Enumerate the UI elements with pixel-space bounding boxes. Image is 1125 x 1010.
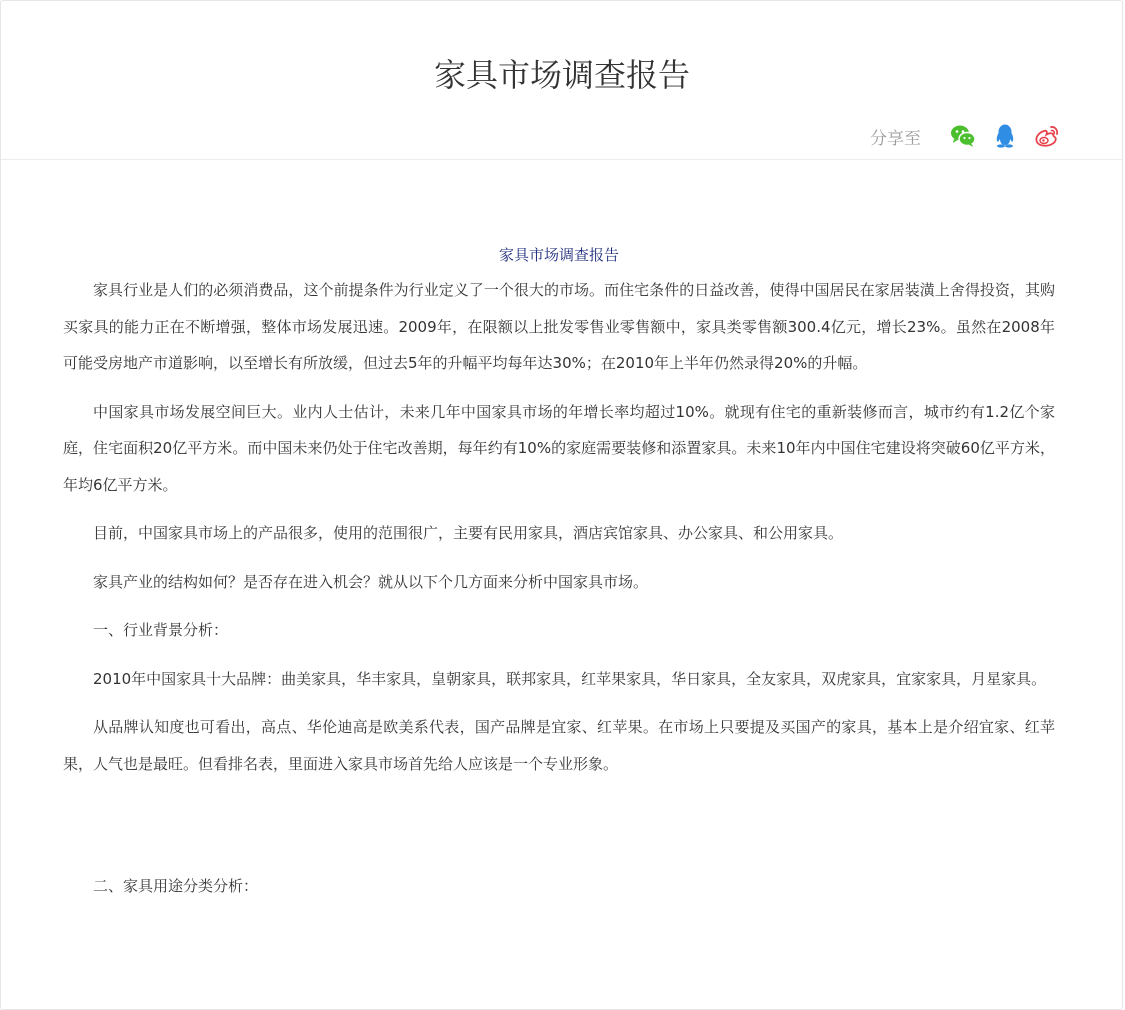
article-body [63, 240, 1055, 917]
section-heading: 二、家具用途分类分析： [93, 877, 259, 895]
paragraph: 家具行业是人们的必须消费品，这个前提条件为行业定义了一个很大的市场。而住宅条件的日益改善，使得中国居民在家居装潢上舍得投资，其购买家具的能力正在不断增强，整体市场发展迅速。2009年，在限额以上批发零售业零售额中，家具类零售额300.4亿元，增长23%。虽然在2008年可能受房地产市道影响，以至增长有所放缓，但过去5年的升幅平均每年达30%；在2010年上半年仍然录得20%的升幅。 [63, 281, 1055, 372]
paragraph: 从品牌认知度也可看出，高点、华伦迪高是欧美系代表，国产品牌是宜家、红苹果。在市场上只要提及买国产的家具，基本上是介绍宜家、红苹果，人气也是最旺。但看排名表，里面进入家具市场首先给人应该是一个专业形象。 [63, 718, 1055, 773]
paragraph: 家具产业的结构如何？是否存在进入机会？就从以下个几方面来分析中国家具市场。 [93, 572, 649, 591]
paragraph: 中国家具市场发展空间巨大。业内人士估计，未来几年中国家具市场的年增长率均超过10%。就现有住宅的重新装修而言，城市约有1.2亿个家庭，住宅面积20亿平方米。而中国未来仍处于住宅改善期，每年约有10%的家庭需要装修和添置家具。未来10年内中国住宅建设将突破60亿平方米，年均6亿平方米。 [63, 402, 1055, 494]
qq-icon[interactable] [991, 122, 1019, 150]
paragraph: 2010年中国家具十大品牌：曲美家具，华丰家具，皇朝家具，联邦家具，红苹果家具，华日家具，全友家具，双虎家具，宜家家具，月星家具。 [93, 669, 1047, 688]
blank-space [63, 794, 1055, 868]
share-bar [870, 121, 1061, 151]
page-header [1, 1, 1123, 160]
article-title: 家具市场调查报告 [498, 246, 619, 264]
page-title: 家具市场调查报告 [433, 56, 690, 94]
section-heading: 一、行业背景分析： [93, 621, 229, 639]
share-label: 分享至 [870, 128, 921, 149]
wechat-icon[interactable] [949, 122, 977, 150]
paragraph: 目前，中国家具市场上的产品很多，使用的范围很广，主要有民用家具，酒店宾馆家具、办公家具、和公用家具。 [93, 524, 844, 542]
weibo-icon[interactable] [1033, 122, 1061, 150]
